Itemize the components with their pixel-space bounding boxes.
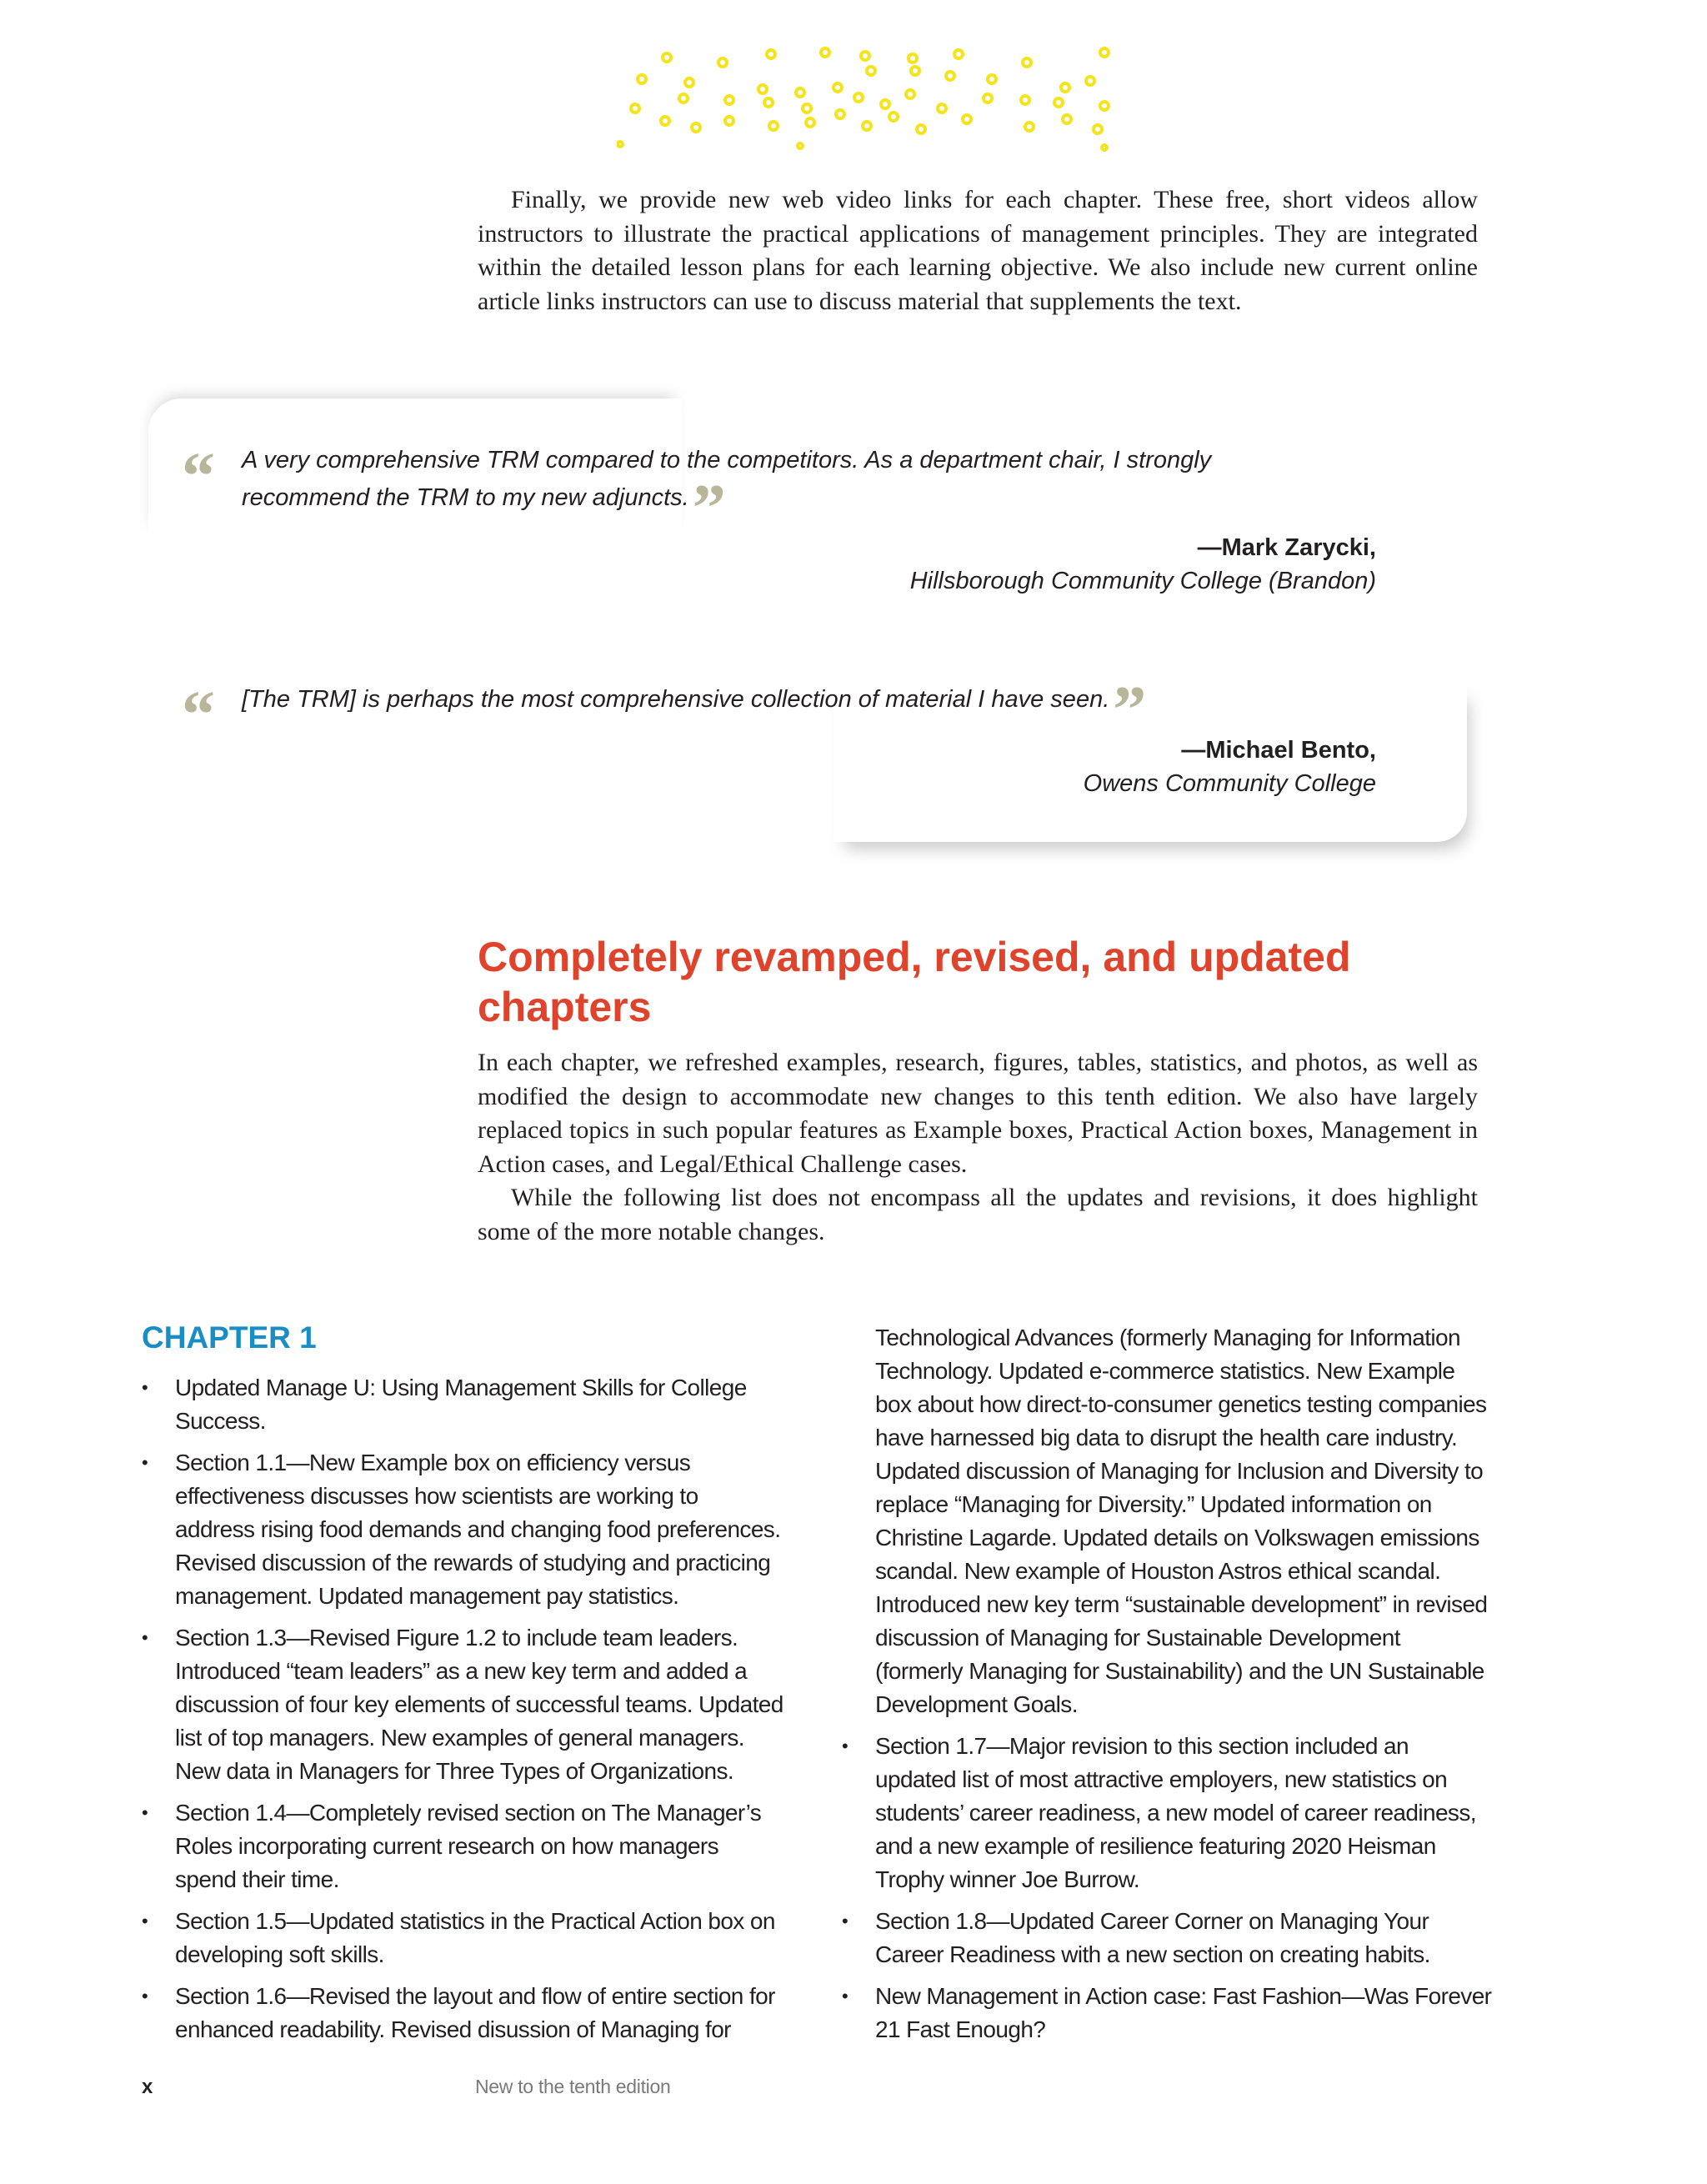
section-heading-line-2: chapters: [478, 984, 652, 1030]
testimonial-quote-2: [242, 674, 1284, 747]
section-paragraph-1: In each chapter, we refreshed examples, research, figures, tables, statistics, and photos, as well as modified the design to accommodate new changes to this tenth edition. We also have largely replaced topics in such popular features as Example boxes, Practical Action boxes, Management in Action cases, and Legal/Ethical Challenge cases.: [478, 1049, 1478, 1178]
quote-1-line-2: recommend the TRM to my new adjuncts.: [242, 484, 689, 511]
list-item: • Section 1.3—Revised Figure 1.2 to include team leaders. Introduced “team leaders” as a new key term and added a discussion of four key elements of successful teams. Updated list of top managers. New examples of general managers. New data in Managers for Three Types of Organizations.: [142, 1621, 783, 1788]
quote-1-attribution: [910, 531, 1376, 598]
list-item: • Section 1.8—Updated Career Corner on Managing Your Career Readiness with a new section on creating habits.: [842, 1905, 1492, 1971]
quote-1-institution: Hillsborough Community College (Brandon): [909, 568, 1376, 594]
list-item: • Section 1.7—Major revision to this section included an updated list of most attractive employers, new statistics on students’ career readiness, a new model of career readiness, and a new example of resilience featuring 2020 Heisman Trophy winner Joe Burrow.: [842, 1730, 1492, 1896]
list-item-continuation: Technological Advances (formerly Managing for Information Technology. Updated e-commerce statistics. New Example box about how direct-to-consumer genetics testing companies have harnessed big data to disrupt the health care industry. Updated discussion of Managing for Inclusion and Diversity to replace “Managing for Diversity.” Updated information on Christine Lagarde. Updated details on Volkswagen emissions scandal. New example of Houston Astros ethical scandal. Introduced new key term “sustainable development” in revised discussion of Managing for Sustainable Development (formerly Managing for Sustainability) and the UN Sustainable Development Goals.: [875, 1325, 1488, 1717]
running-footer-title: New to the tenth edition: [475, 2076, 671, 2097]
testimonial-quote-1: [242, 442, 1284, 545]
section-heading-line-1: Completely revamped, revised, and updated: [478, 934, 1351, 980]
quote-2-line-1: [The TRM] is perhaps the most comprehensive collection of material I have seen.: [242, 686, 1110, 713]
quote-1-author: —Mark Zarycki,: [1197, 534, 1376, 561]
close-quote-icon: ”: [692, 472, 726, 545]
decorative-dot-pattern: [617, 46, 1117, 154]
list-item: • Section 1.1—New Example box on efficiency versus effectiveness discusses how scientists are working to address rising food demands and changing food preferences. Revised discussion of the rewards of studying and practicing management. Updated management pay statistics.: [142, 1446, 783, 1613]
quote-2-institution: Owens Community College: [1083, 770, 1376, 797]
chapter-list-right-column: [842, 1321, 1492, 2055]
intro-paragraph: Finally, we provide new web video links for each chapter. These free, short videos allow instructors to illustrate the practical applications of management principles. They are integrated within the detailed lesson plans for each learning objective. We also include new current online article links instructors can use to discuss material that supplements the text.: [478, 186, 1478, 315]
quote-2-author: —Michael Bento,: [1181, 737, 1376, 764]
section-paragraph-2: While the following list does not encompass all the updates and revisions, it does highlight some of the more notable changes.: [478, 1184, 1478, 1245]
list-item: • Section 1.4—Completely revised section on The Manager’s Roles incorporating current research on how managers spend their time.: [142, 1796, 783, 1896]
list-item: • Section 1.5—Updated statistics in the Practical Action box on developing soft skills.: [142, 1905, 783, 1971]
intro-paragraph-block: [478, 183, 1478, 318]
close-quote-icon: ”: [1113, 674, 1147, 747]
chapter-bullet-list-continued: [842, 1730, 1492, 2046]
list-item: • Section 1.6—Revised the layout and flow of entire section for enhanced readability. Revised disussion of Managing for: [142, 1980, 783, 2046]
list-item: • Updated Manage U: Using Management Skills for College Success.: [142, 1371, 783, 1438]
section-heading: [478, 932, 1478, 1032]
list-item: • New Management in Action case: Fast Fashion—Was Forever 21 Fast Enough?: [842, 1980, 1492, 2046]
chapter-title: CHAPTER 1: [142, 1320, 317, 1355]
quote-1-line-1: A very comprehensive TRM compared to the competitors. As a department chair, I strongly: [242, 447, 1212, 473]
section-body: [478, 1046, 1478, 1249]
quote-2-attribution: [1084, 734, 1376, 800]
chapter-bullet-list: [142, 1371, 783, 2046]
chapter-list-left-column: [142, 1321, 783, 2055]
page-number: x: [142, 2076, 153, 2098]
